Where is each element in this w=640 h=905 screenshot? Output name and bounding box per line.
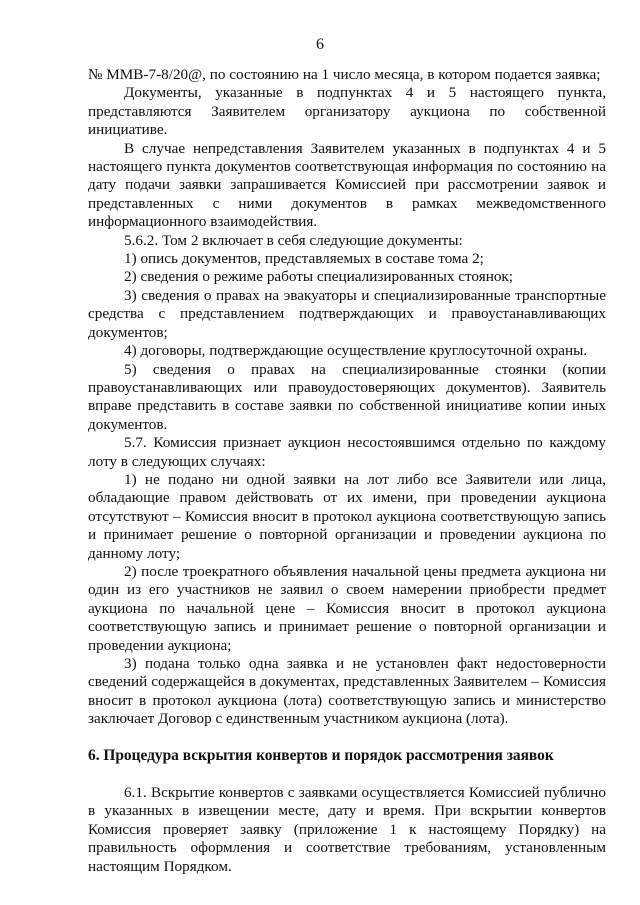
paragraph: В случае непредставления Заявителем указанных в подпунктах 4 и 5 настоящего пункта документов соответствующая информация по состоянию на дату подачи заявки запрашивается Комиссией при рассмотрении заявок и представленных с ними документов в рамках межведомственного информационного взаимодействия. xyxy=(88,139,606,231)
list-item: 3) подана только одна заявка и не установлен факт недостоверности сведений содержащейся в документах, представленных Заявителем – Комиссия вносит в протокол аукциона (лота) соответствующую запись и министерство заключает Договор с единственным участником аукциона (лота). xyxy=(88,655,606,728)
paragraph: Документы, указанные в подпунктах 4 и 5 настоящего пункта, представляются Заявителем организатору аукциона по собственной инициативе. xyxy=(88,84,606,139)
list-item: 1) опись документов, представляемых в составе тома 2; xyxy=(124,250,484,268)
list-item: 2) сведения о режиме работы специализированных стоянок; xyxy=(124,268,514,286)
paragraph: 6.1. Вскрытие конвертов с заявками осуществляется Комиссией публично в указанных в извещении месте, дату и время. При вскрытии конвертов Комиссия проверяет заявку (приложение 1 к настоящему Порядку) на правильность оформления и соответствие требованиям, установленным настоящим Порядком. xyxy=(88,784,606,875)
paragraph: 5.7. Комиссия признает аукцион несостоявшимся отдельно по каждому лоту в следующих случаях: xyxy=(88,434,606,470)
list-item: 1) не подано ни одной заявки на лот либо все Заявители или лица, обладающие правом действовать от их имени, при проведении аукциона отсутствуют – Комиссия вносит в протокол аукциона соответствующую запись и принимает решение о повторной организации и проведении аукциона по данному лоту; xyxy=(88,470,606,562)
section-heading: 6. Процедура вскрытия конвертов и порядок рассмотрения заявок xyxy=(88,746,554,764)
list-item: 2) после троекратного объявления начальной цены предмета аукциона ни один из его участников не заявил о своем намерении приобрести предмет аукциона по начальной цене – Комиссия вносит в протокол аукциона соответствующую запись и принимает решение о повторной организации и проведении аукциона; xyxy=(88,562,606,654)
page-number: 6 xyxy=(316,36,324,53)
list-item: 3) сведения о правах на эвакуаторы и специализированные транспортные средства с представлением подтверждающих и правоустанавливающих документов; xyxy=(88,286,606,341)
list-item: 4) договоры, подтверждающие осуществление круглосуточной охраны. xyxy=(124,342,588,360)
list-item: 5) сведения о правах на специализированные стоянки (копии правоустанавливающих или правоудостоверяющих документов). Заявитель вправе представить в составе заявки по собственной инициативе копии иных документов. xyxy=(88,360,606,433)
paragraph: 5.6.2. Том 2 включает в себя следующие документы: xyxy=(124,231,463,249)
document-body xyxy=(88,66,606,876)
paragraph: № ММВ-7-8/20@, по состоянию на 1 число месяца, в котором подается заявка; xyxy=(88,66,601,83)
